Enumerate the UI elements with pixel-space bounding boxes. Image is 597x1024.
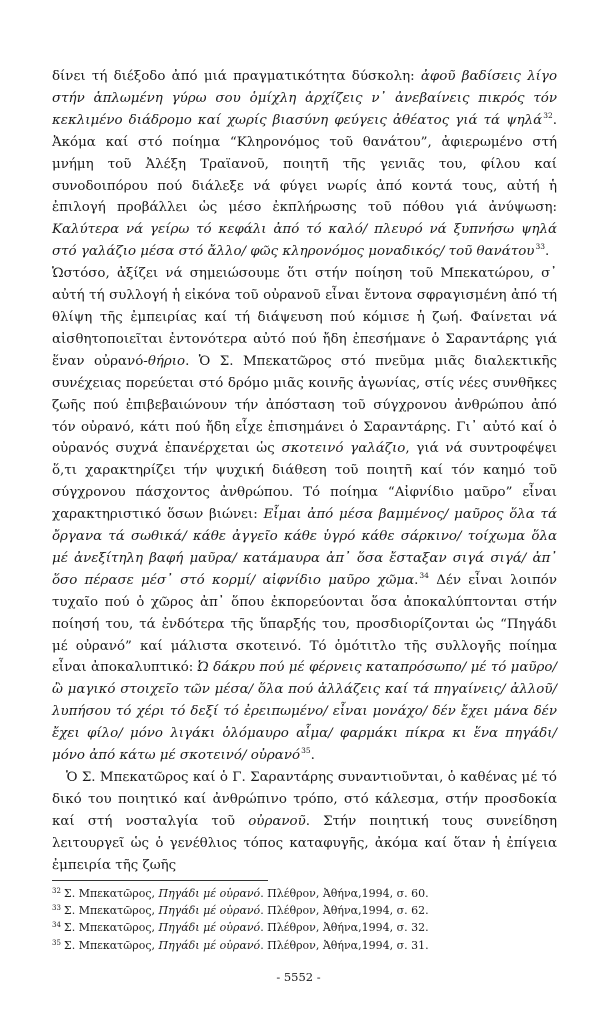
footnote-details: . Πλέθρον, Ἀθήνα,1994, σ. 31.	[260, 938, 429, 952]
text-run: Ὡστόσο, ἀξίζει νά σημειώσουμε ὅτι στήν ποίηση τοῦ Μπεκατώρου, σ᾽ αὐτή τή συλλογή ἡ εἰκόνα τοῦ οὐρανοῦ εἶναι ἔντονα σφραγισμένη ἀπό τή θλίψη τῆς ἐμπειρίας καί τή διάψευση πού κόμισε ἡ ζωή. Φαίνεται νά αἰσθητοποιεῖται ἐντονότερα αὐτό πού ἤδη ἐπεσήμανε ὁ Σαραντάρης γιά ἕναν οὐρανό-	[52, 266, 557, 369]
footnote-details: . Πλέθρον, Ἀθήνα,1994, σ. 60.	[260, 886, 429, 900]
footnote-title: Πηγάδι μέ οὐρανό	[158, 903, 261, 917]
text-run: Ὁ Σ. Μπεκατῶρος καί ὁ Γ. Σαραντάρης συναντιοῦνται, ὁ καθένας μέ τό δικό του ποιητικό καί ἀνθρώπινο τρόπο, στό κάλεσμα, στήν προσδοκία καί στή νοσταλγία τοῦ	[52, 770, 557, 829]
footnote-marker: 35	[301, 746, 311, 756]
footnote-number: 33	[52, 903, 61, 912]
main-body	[52, 66, 557, 877]
footnote-author: Σ. Μπεκατῶρος,	[63, 886, 159, 900]
paragraph	[52, 263, 557, 767]
text-run: Δέν εἶναι λοιπόν τυχαῖο πού ὁ χῶρος ἀπ᾽ ὅπου ἐκπορεύονται ὅσα ἀποκαλύπτονται στήν ποίησή του, τά ἐνδότερα τῆς ὕπαρξής του, προσδιορίζονται ὡς “Πηγάδι μέ οὐρανό” καί μάλιστα σκοτεινό. Τό ὁμότιτλο τῆς συλλογῆς ποίημα εἶναι ἀποκαλυπτικό:	[52, 572, 557, 676]
footnote-details: . Πλέθρον, Ἀθήνα,1994, σ. 62.	[260, 903, 429, 917]
text-run: .	[414, 572, 419, 588]
italic-text: οὐρανοῦ	[248, 813, 306, 829]
italic-text: ἀφοῦ βαδίσεις λίγο στήν ἁπλωμένη γύρω σου ὁμίχλη ἀρχίζεις ν᾽ ἀνεβαίνεις πικρός τόν κεκλιμένο διάδρομο καί χωρίς βιασύνη φεύγεις ἀθέατος γιά τά ψηλά	[52, 69, 558, 128]
footnote-details: . Πλέθρον, Ἀθήνα,1994, σ. 32.	[260, 921, 429, 935]
footnote-number: 32	[52, 886, 61, 895]
footnote-title: Πηγάδι μέ οὐρανό	[158, 938, 261, 952]
italic-text: θήριο	[147, 353, 186, 369]
text-run: .	[545, 244, 550, 260]
page-number: - 5552 -	[276, 970, 321, 984]
footnote	[52, 885, 557, 902]
text-run: . Ἀκόμα καί στό ποίημα “Κληρονόμος τοῦ θανάτου”, ἀφιερωμένο στή μνήμη τοῦ Ἀλέξη Τραϊανοῦ, ποιητῆ τῆς γενιᾶς του, φίλου καί συνοδοιπόρου πού διάλεξε νά φύγει νωρίς ἀπό κοντά τους, αὐτή ἡ ἐπιλογή προβάλλει ὡς μέσο ἐκπλήρωσης τοῦ πόθου γιά ἀνύψωση:	[52, 112, 557, 216]
paragraph	[52, 66, 557, 263]
footnote-author: Σ. Μπεκατῶρος,	[63, 921, 159, 935]
footnote-number: 34	[52, 921, 61, 930]
italic-text: Ὠ δάκρυ πού μέ φέρνεις καταπρόσωπο/ μέ τό μαῦρο/ ὢ μαγικό στοιχεῖο τῶν μέσα/ ὅλα πού ἀλλάζεις καί τά πηγαίνεις/ ἀλλοῦ/ λυπήσου τό χέρι τό δεξί τό ἐρειπωμένο/ εἶναι μονάχο/ δέν ἔχει μάνα δέν ἔχει φίλο/ μόνο λιγάκι ὁλόμαυρο αἷμα/ φαρμάκι πίκρα κι ἕνα πηγάδι/ μόνο ἀπό κάτω μέ σκοτεινό/ οὐρανό	[52, 660, 557, 764]
footnote	[52, 919, 557, 936]
footnote-number: 35	[52, 938, 61, 947]
footnotes	[52, 885, 557, 955]
footnote-marker: 34	[419, 570, 429, 580]
footnote-title: Πηγάδι μέ οὐρανό	[158, 886, 261, 900]
text-run: . Στήν ποιητική τους συνείδηση λειτουργεῖ ὡς ὁ γενέθλιος τόπος καταφυγῆς, ἀκόμα καί ὅταν ἡ ἐπίγεια ἐμπειρία τῆς ζωῆς	[52, 813, 557, 873]
italic-text: Καλύτερα νά γείρω τό κεφάλι ἀπό τό καλό/ πλευρό νά ξυπνήσω ψηλά στό γαλάζιο μέσα στό ἄλλο/ φῶς κληρονόμος μοναδικός/ τοῦ θανάτου	[52, 222, 557, 260]
footnote-marker: 33	[535, 242, 545, 252]
paragraph	[52, 767, 557, 877]
page-content	[52, 66, 557, 954]
italic-text: Εἶμαι ἀπό μέσα βαμμένος/ μαῦρος ὅλα τά ὄργανα τά σωθικά/ κάθε ἀγγεῖο κάθε ὑγρό κάθε σάρκινο/ τοίχωμα ὅλα μέ ἀνεξίτηλη βαφή μαῦρα/ κατάμαυρα ἀπ᾽ ὅσα ἔσταξαν σιγά σιγά/ ἀπ᾽ ὅσο πέρασε μέσ᾽ στό κορμί/ αἰφνίδιο μαῦρο χῶμα	[52, 507, 557, 588]
footnote-author: Σ. Μπεκατῶρος,	[63, 903, 159, 917]
text-run: , γιά νά συντροφέψει ὅ,τι χαρακτηρίζει τήν ψυχική διάθεση τοῦ ποιητῆ καί τόν καημό τοῦ σύγχρονου πάσχοντος ἀνθρώπου. Τό ποίημα “Αἰφνίδιο μαῦρο” εἶναι χαρακτηριστικό ὅσων βιώνει:	[52, 441, 558, 523]
footnote-title: Πηγάδι μέ οὐρανό	[158, 921, 261, 935]
footnote	[52, 902, 557, 919]
text-run: . Ὁ Σ. Μπεκατῶρος στό πνεῦμα μιᾶς διαλεκτικῆς συνέχειας πορεύεται στό δρόμο μιᾶς κοινῆς ἀγωνίας, στίς νέες συνθῆκες ζωῆς πού ἐπιβεβαιώνουν τήν ἀπόσταση τοῦ σύγχρονου ἀνθρώπου ἀπό τόν οὐρανό, κάτι πού ἤδη εἶχε ἐπισημάνει ὁ Σαραντάρης. Γι᾽ αὐτό καί ὁ οὐρανός συχνά ἐπανέρχεται ὡς	[52, 353, 557, 457]
footnote-marker: 32	[543, 110, 553, 120]
footnote-separator	[52, 880, 268, 881]
text-run: δίνει τή διέξοδο ἀπό μιά πραγματικότητα δύσκολη:	[52, 69, 421, 84]
text-run: .	[310, 748, 315, 764]
footnote	[52, 937, 557, 954]
italic-text: σκοτεινό γαλάζιο	[281, 441, 406, 457]
footnote-author: Σ. Μπεκατῶρος,	[63, 938, 159, 952]
